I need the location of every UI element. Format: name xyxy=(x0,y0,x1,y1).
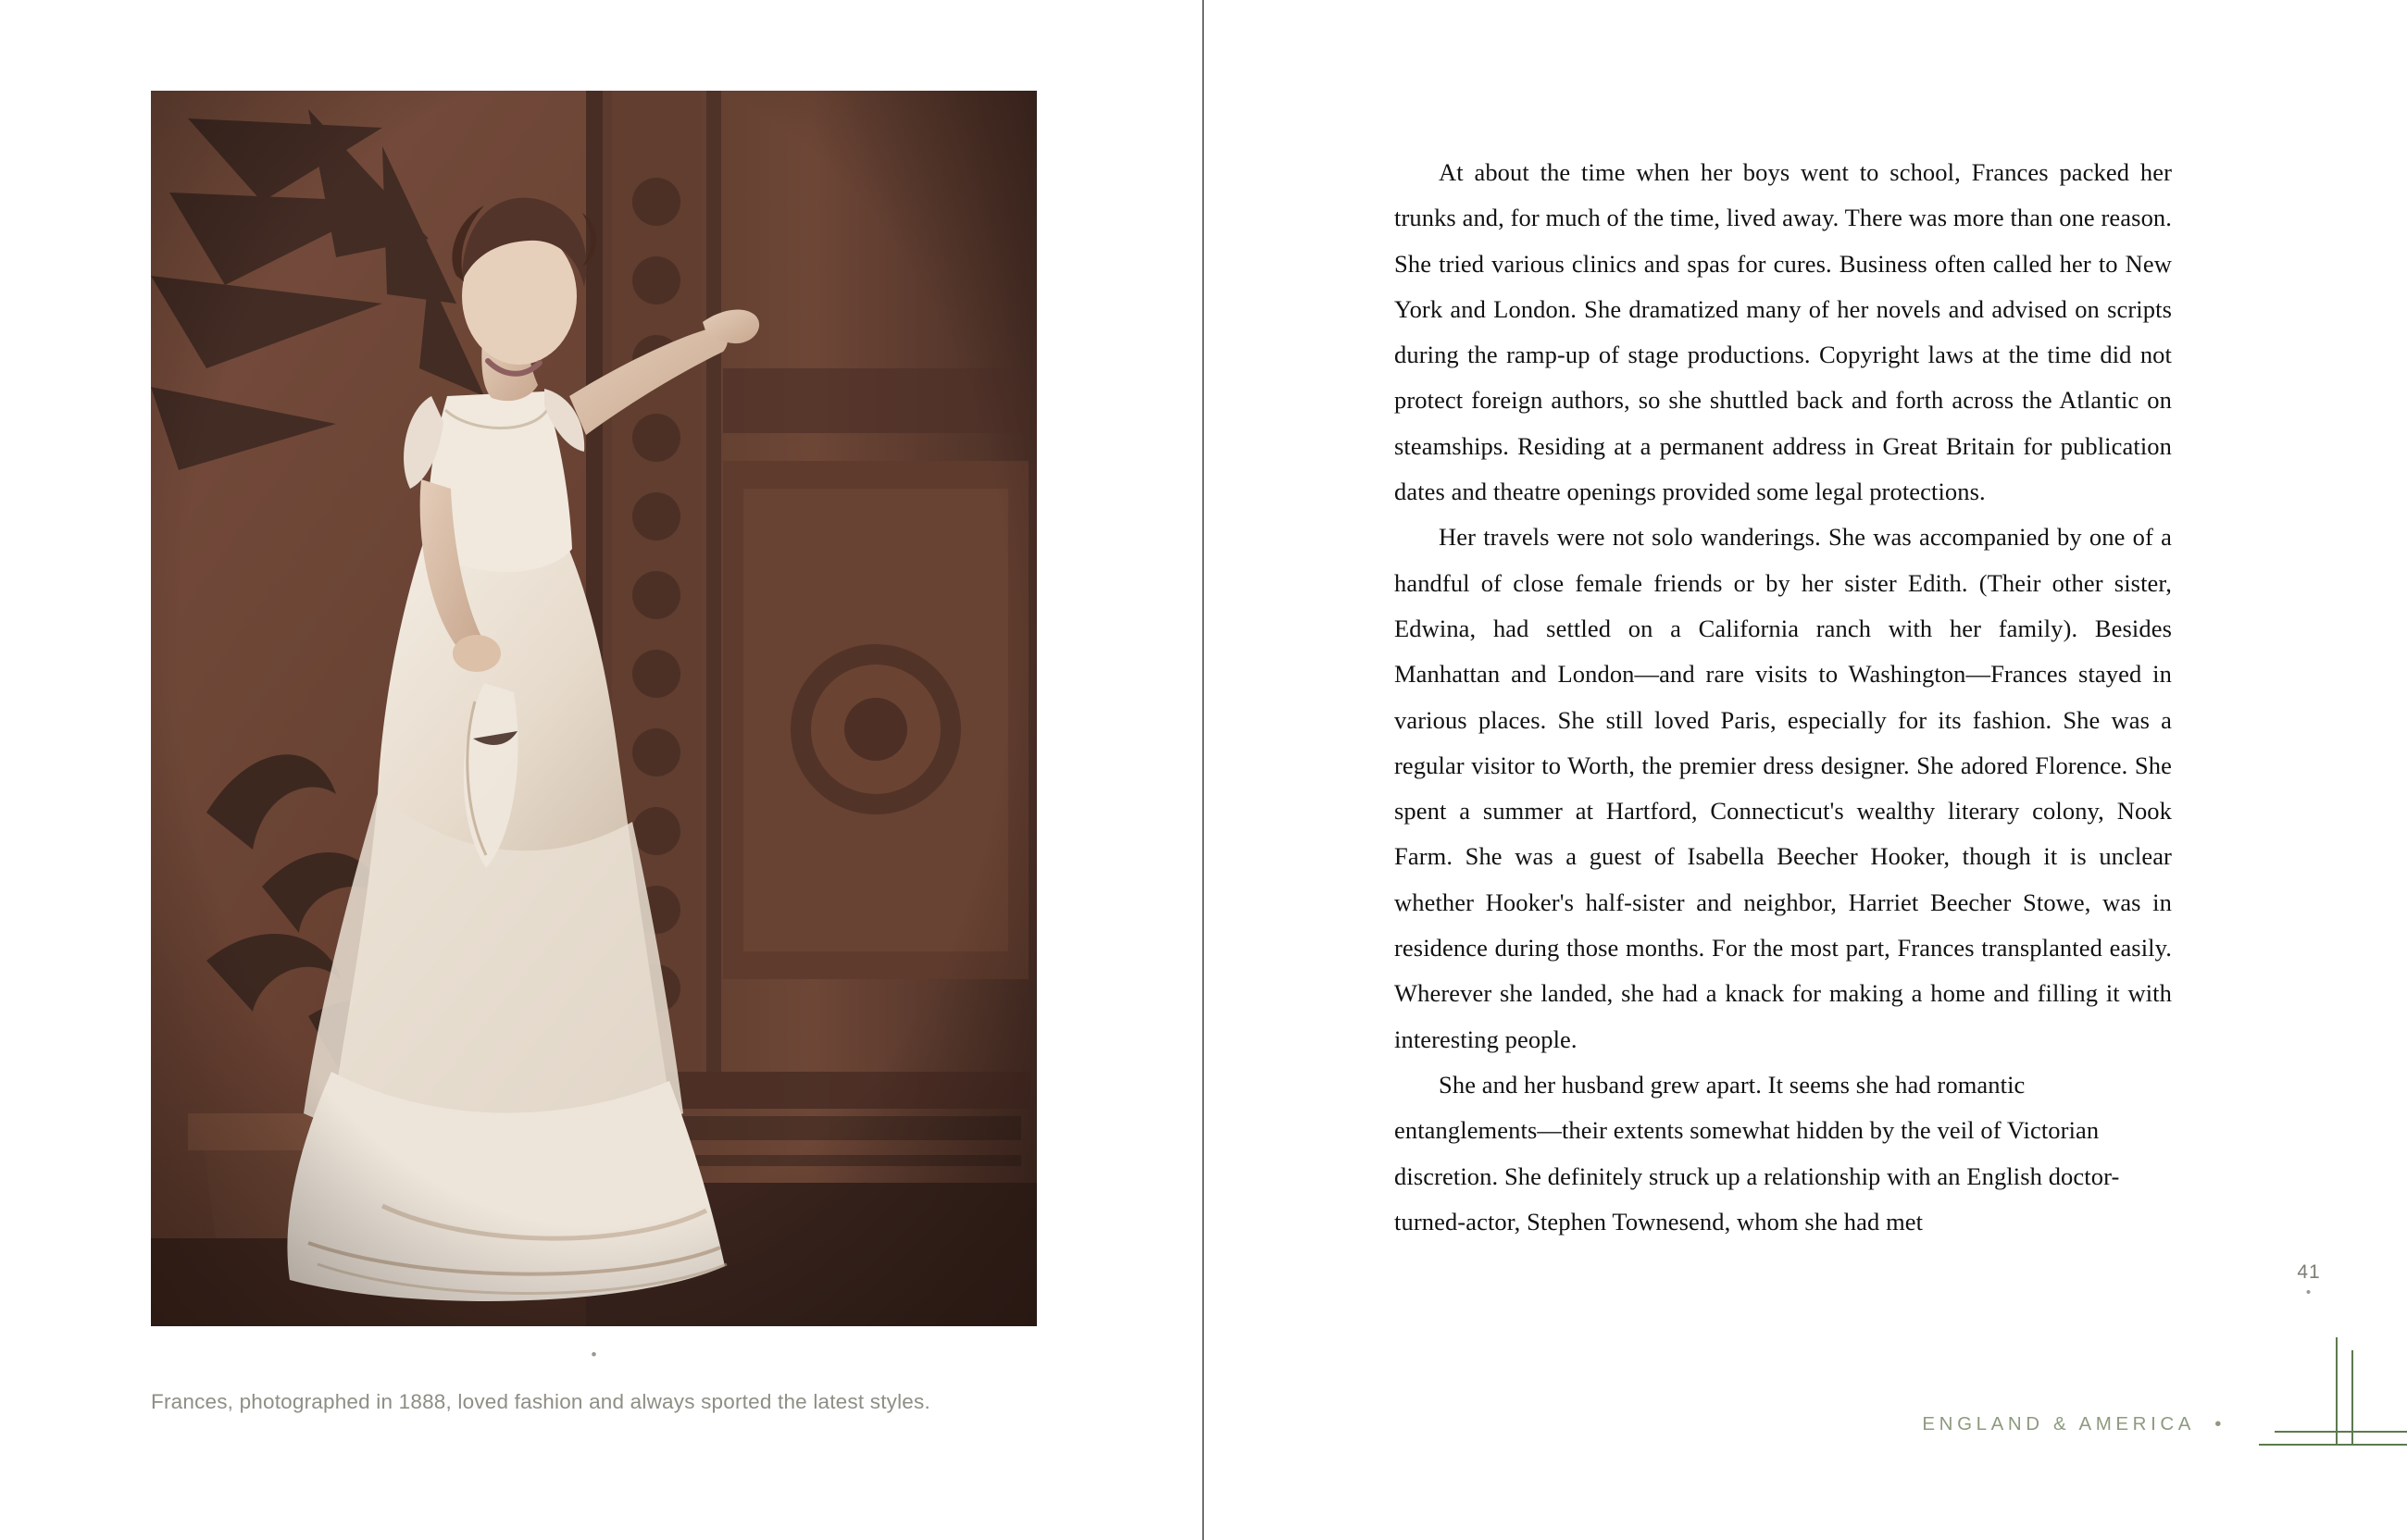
paragraph-3: She and her husband grew apart. It seems she had romantic entanglements—their extents somewhat hidden by the veil of Victorian discretion. She definitely struck up a relationship with an English doctor-turned-actor, Stephen Townesend, whom she had met xyxy=(1394,1070,2120,1236)
running-head-label: ENGLAND & AMERICA xyxy=(1922,1413,2194,1434)
photo-caption: Frances, photographed in 1888, loved fashion and always sported the latest styles. xyxy=(151,1390,930,1413)
caption-ornament: • xyxy=(591,1346,597,1363)
running-head xyxy=(1922,1413,2226,1435)
corner-rule-vertical-outer xyxy=(2336,1337,2338,1446)
portrait-photograph-frances-1888 xyxy=(151,91,1037,1326)
corner-rule-ornament xyxy=(2259,1337,2407,1448)
running-head-separator: • xyxy=(2214,1413,2226,1434)
page-number-ornament: • xyxy=(2305,1285,2313,1300)
body-text-column xyxy=(1394,150,2172,1245)
right-page xyxy=(1204,0,2407,1540)
paragraph-1: At about the time when her boys went to school, Frances packed her trunks and, for much of the time, lived away. There was more than one reason. She tried various clinics and spas for cures. Business often called her to New York and London. She dramatized many of her novels and advised on scripts during the ramp-up of stage productions. Copyright laws at the time did not protect foreign authors, so she shuttled back and forth across the Atlantic on steamships. Residing at a permanent address in Great Britain for publication dates and theatre openings provided some legal protections. xyxy=(1394,158,2172,506)
page-number xyxy=(2281,1261,2337,1298)
page-number-value: 41 xyxy=(2297,1261,2321,1283)
paragraph-2: Her travels were not solo wanderings. She was accompanied by one of a handful of close female friends or by her sister Edith. (Their other sister, Edwina, had settled on a California ranch with her family). Besides Manhattan and London—and rare visits to Washington—Frances stayed in various places. She still loved Paris, especially for its fashion. She was a regular visitor to Worth, the premier dress designer. She adored Florence. She spent a summer at Hartford, Connecticut's wealthy literary colony, Nook Farm. She was a guest of Isabella Beecher Hooker, though it is unclear whether Hooker's half-sister and neighbor, Harriet Beecher Stowe, was in residence during those months. For the most part, Frances transplanted easily. Wherever she landed, she had a knack for making a home and filling it with interesting people. xyxy=(1394,523,2172,1053)
corner-rule-horizontal-inner xyxy=(2275,1431,2407,1433)
corner-rule-horizontal-outer xyxy=(2259,1444,2407,1446)
